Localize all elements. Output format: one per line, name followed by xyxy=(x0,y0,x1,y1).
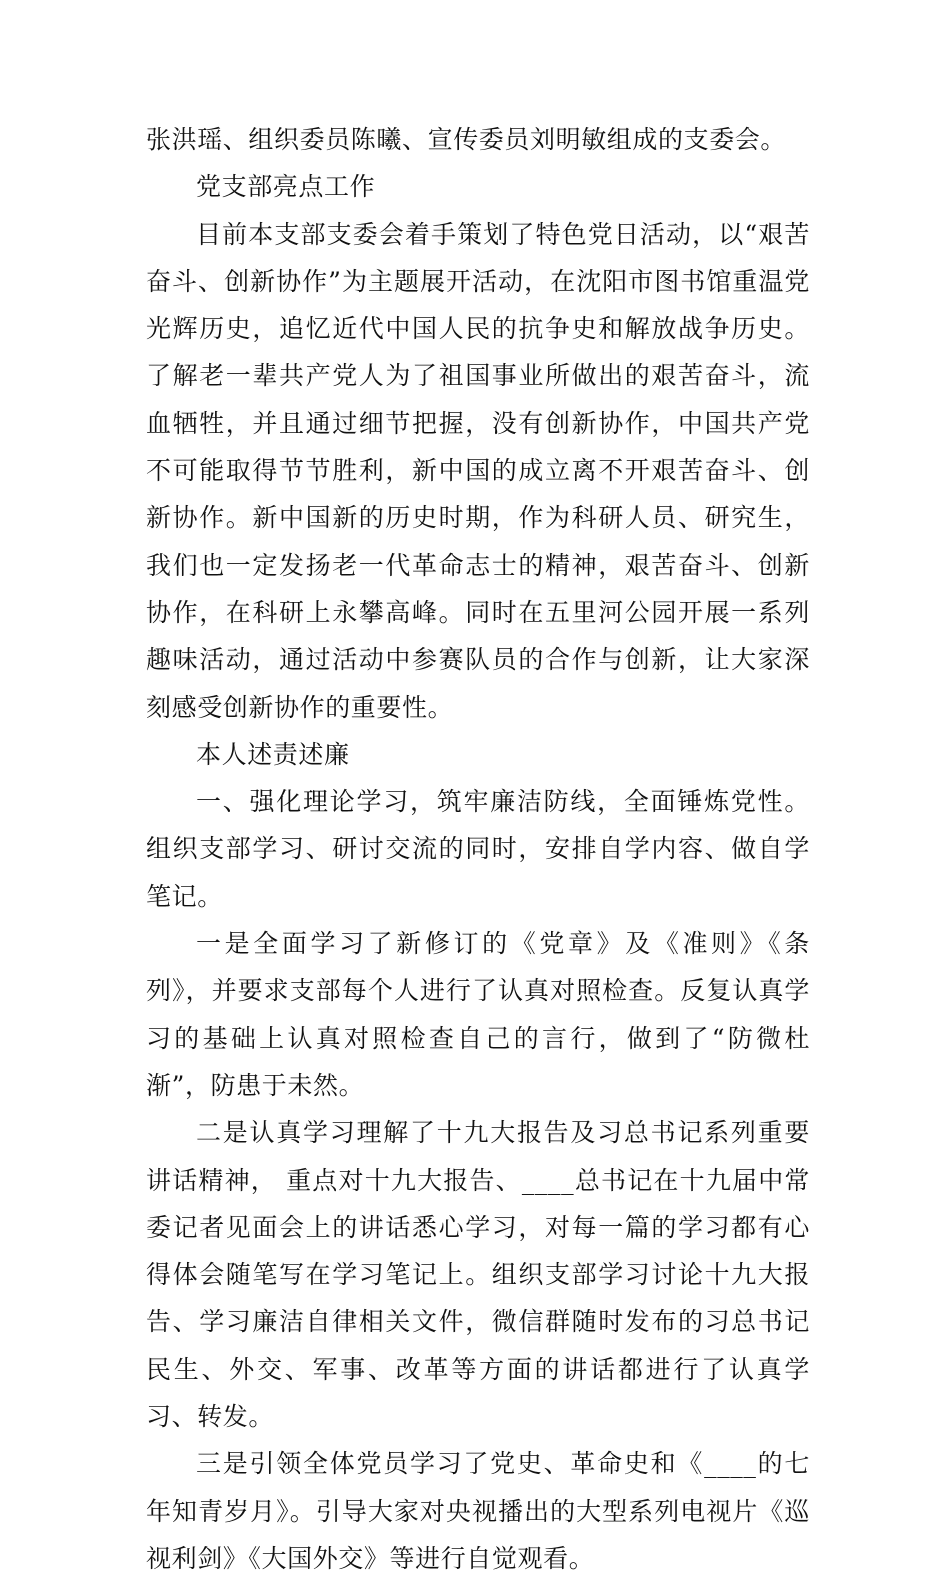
paragraph-third-point: 三是引领全体党员学习了党史、革命史和《____的七年知青岁月》。引导大家对央视播出的大型系列电视片《巡视利剑》《大国外交》等进行自觉观看。 xyxy=(146,1449,810,1573)
paragraph-theory-study: 一、强化理论学习，筑牢廉洁防线，全面锤炼党性。组织支部学习、研讨交流的同时，安排自学内容、做自学笔记。 xyxy=(146,787,810,911)
heading-personal-report: 本人述责述廉 xyxy=(196,739,350,769)
paragraph-committee-members: 张洪瑶、组织委员陈曦、宣传委员刘明敏组成的支委会。 xyxy=(146,125,787,154)
document-body xyxy=(146,116,810,1582)
paragraph-party-day-activity: 目前本支部支委会着手策划了特色党日活动，以“艰苦奋斗、创新协作”为主题展开活动，在沈阳市图书馆重温党光辉历史，追忆近代中国人民的抗争史和解放战争历史。了解老一辈共产党人为了祖国事业所做出的艰苦奋斗，流血牺牲，并且通过细节把握，没有创新协作，中国共产党不可能取得节节胜利，新中国的成立离不开艰苦奋斗、创新协作。新中国新的历史时期，作为科研人员、研究生，我们也一定发扬老一代革命志士的精神，艰苦奋斗、创新协作，在科研上永攀高峰。同时在五里河公园开展一系列趣味活动，通过活动中参赛队员的合作与创新，让大家深刻感受创新协作的重要性。 xyxy=(146,219,810,722)
heading-branch-highlights: 党支部亮点工作 xyxy=(196,172,376,202)
paragraph-second-point: 二是认真学习理解了十九大报告及习总书记系列重要讲话精神， 重点对十九大报告、____总书记在十九届中常委记者见面会上的讲话悉心学习，对每一篇的学习都有心得体会随笔写在学习笔记上。组织支部学习讨论十九大报告、学习廉洁自律相关文件，微信群随时发布的习总书记民生、外交、军事、改革等方面的讲话都进行了认真学习、转发。 xyxy=(146,1118,810,1432)
paragraph-first-point: 一是全面学习了新修订的《党章》及《准则》《条列》，并要求支部每个人进行了认真对照检查。反复认真学习的基础上认真对照检查自己的言行，做到了“防微杜渐”，防患于未然。 xyxy=(146,929,810,1100)
